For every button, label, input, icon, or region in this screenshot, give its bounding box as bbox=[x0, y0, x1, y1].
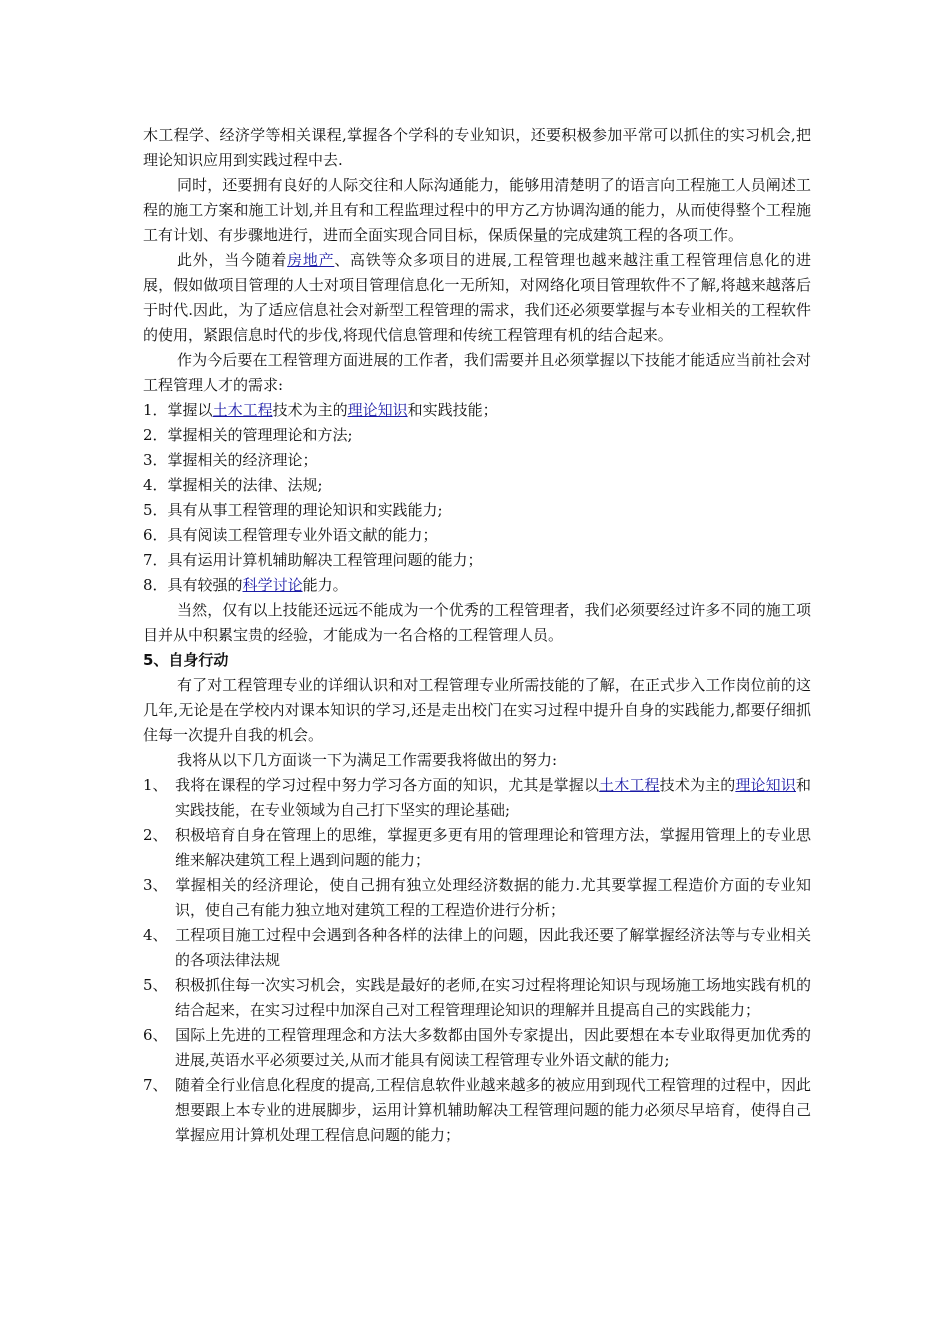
text-segment: 掌握相关的经济理论，使自己拥有独立处理经济数据的能力.尤其要掌握工程造价方面的专业知识，使自己有能力独立地对建筑工程的工程造价进行分析； bbox=[175, 876, 811, 919]
paragraph-communication: 同时，还要拥有良好的人际交往和人际沟通能力，能够用清楚明了的语言向工程施工人员阐述工程的施工方案和施工计划,并且有和工程监理过程中的甲方乙方协调沟通的能力，从而使得整个工程施工有计划、有步骤地进行，进而全面实现合同目标，保质保量的完成建筑工程的各项工作。 bbox=[143, 176, 811, 244]
text-segment: 工程项目施工过程中会遇到各种各样的法律上的问题，因此我还要了解掌握经济法等与专业相关的各项法律法规 bbox=[175, 926, 811, 969]
text-segment: 、高铁等众多项目的进展,工程管理也越来越注重工程管理信息化的进展，假如做项目管理的人士对项目管理信息化一无所知，对网络化项目管理软件不了解,将越来越落后于时代.因此，为了适应信息社会对新型工程管理的需求，我们还必须要掌握与本专业相关的工程软件的使用，紧跟信息时代的步伐,将现代信息管理和传统工程管理有机的结合起来。 bbox=[143, 251, 811, 344]
link-civil-engineering[interactable]: 土木工程 bbox=[599, 776, 660, 794]
skill-item-7: 7．具有运用计算机辅助解决工程管理问题的能力； bbox=[143, 551, 483, 569]
list-number: 1． bbox=[143, 401, 168, 419]
effort-item-2 bbox=[143, 823, 811, 873]
skill-item-5: 5．具有从事工程管理的理论知识和实践能力; bbox=[143, 501, 443, 519]
skill-item-6: 6．具有阅读工程管理专业外语文献的能力； bbox=[143, 526, 438, 544]
paragraph-experience: 当然，仅有以上技能还远远不能成为一个优秀的工程管理者，我们必须要经过许多不同的施工项目并从中积累宝贵的经验，才能成为一名合格的工程管理人员。 bbox=[143, 601, 811, 644]
paragraph-course-knowledge: 木工程学、经济学等相关课程,掌握各个学科的专业知识，还要积极参加平常可以抓住的实习机会,把理论知识应用到实践过程中去. bbox=[143, 126, 811, 169]
paragraph-informatization bbox=[143, 248, 811, 348]
text-segment: 积极培育自身在管理上的思维，掌握更多更有用的管理理论和管理方法，掌握用管理上的专业思维来解决建筑工程上遇到问题的能力； bbox=[175, 826, 811, 869]
text-segment: 积极抓住每一次实习机会，实践是最好的老师,在实习过程将理论知识与现场施工场地实践有机的结合起来，在实习过程中加深自己对工程管理理论知识的理解并且提高自己的实践能力； bbox=[175, 976, 811, 1019]
text-segment: 国际上先进的工程管理理念和方法大多数都由国外专家提出，因此要想在本专业取得更加优秀的进展,英语水平必须要过关,从而才能具有阅读工程管理专业外语文献的能力; bbox=[175, 1026, 811, 1069]
text-segment: 能力。 bbox=[302, 576, 348, 594]
link-theory-knowledge[interactable]: 理论知识 bbox=[347, 401, 408, 419]
link-theory-knowledge[interactable]: 理论知识 bbox=[735, 776, 796, 794]
list-number: 1、 bbox=[143, 776, 168, 794]
text-segment: 掌握以 bbox=[167, 401, 213, 419]
text-segment: 我将在课程的学习过程中努力学习各方面的知识，尤其是掌握以 bbox=[175, 776, 600, 794]
text-segment: 和实践技能，在专业领域为自己打下坚实的理论基础; bbox=[175, 776, 811, 819]
list-number: 5、 bbox=[143, 976, 168, 994]
list-number: 6、 bbox=[143, 1026, 168, 1044]
effort-item-1 bbox=[143, 773, 811, 823]
skill-item-2: 2．掌握相关的管理理论和方法; bbox=[143, 426, 353, 444]
skill-item-4: 4．掌握相关的法律、法规; bbox=[143, 476, 323, 494]
efforts-list bbox=[143, 773, 811, 1148]
text-segment: 和实践技能； bbox=[407, 401, 498, 419]
section-heading-self-action: 5、自身行动 bbox=[143, 651, 229, 669]
effort-item-5 bbox=[143, 973, 811, 1023]
text-segment: 此外，当今随着 bbox=[177, 251, 288, 269]
link-civil-engineering[interactable]: 土木工程 bbox=[212, 401, 273, 419]
paragraph-skills-intro: 作为今后要在工程管理方面进展的工作者，我们需要并且必须掌握以下技能才能适应当前社会对工程管理人才的需求: bbox=[143, 351, 811, 394]
list-number: 3、 bbox=[143, 876, 168, 894]
skill-item-3: 3．掌握相关的经济理论； bbox=[143, 451, 318, 469]
effort-item-4 bbox=[143, 923, 811, 973]
text-segment: 具有较强的 bbox=[167, 576, 243, 594]
list-number: 2、 bbox=[143, 826, 168, 844]
paragraph-efforts-intro: 我将从以下几方面谈一下为满足工作需要我将做出的努力: bbox=[177, 751, 558, 769]
list-number: 8． bbox=[143, 576, 168, 594]
effort-item-6 bbox=[143, 1023, 811, 1073]
skill-item-8 bbox=[143, 573, 811, 598]
list-number: 4、 bbox=[143, 926, 168, 944]
list-number: 7、 bbox=[143, 1076, 168, 1094]
document-page bbox=[143, 123, 811, 1148]
skills-list bbox=[143, 398, 811, 598]
skill-item-1 bbox=[143, 398, 811, 423]
text-segment: 技术为主的 bbox=[272, 401, 348, 419]
text-segment: 随着全行业信息化程度的提高,工程信息软件业越来越多的被应用到现代工程管理的过程中，因此想要跟上本专业的进展脚步，运用计算机辅助解决工程管理问题的能力必须尽早培育，使得自己掌握应用计算机处理工程信息问题的能力； bbox=[175, 1076, 811, 1144]
effort-item-7 bbox=[143, 1073, 811, 1148]
paragraph-self-action-intro: 有了对工程管理专业的详细认识和对工程管理专业所需技能的了解，在正式步入工作岗位前的这几年,无论是在学校内对课本知识的学习,还是走出校门在实习过程中提升自身的实践能力,都要仔细抓住每一次提升自我的机会。 bbox=[143, 676, 811, 744]
text-segment: 技术为主的 bbox=[659, 776, 736, 794]
effort-item-3 bbox=[143, 873, 811, 923]
link-scientific-discussion[interactable]: 科学讨论 bbox=[242, 576, 303, 594]
link-real-estate[interactable]: 房地产 bbox=[287, 251, 335, 269]
